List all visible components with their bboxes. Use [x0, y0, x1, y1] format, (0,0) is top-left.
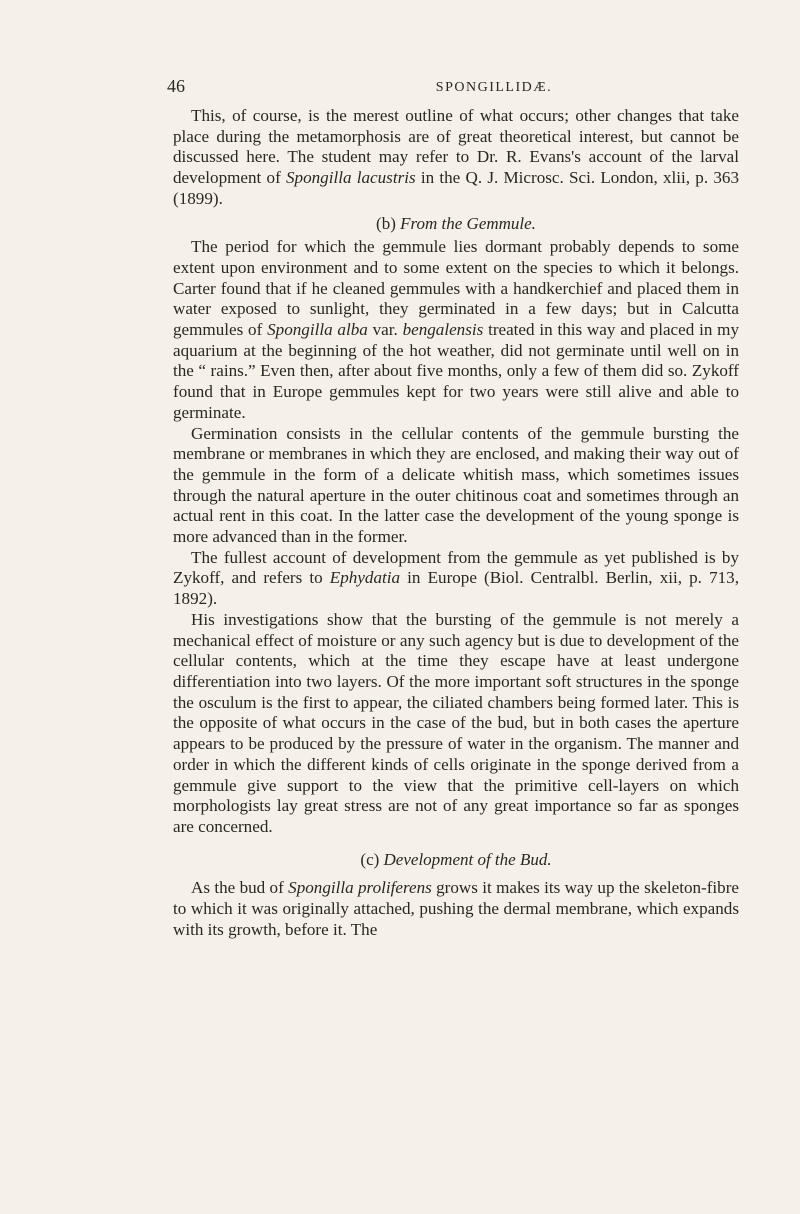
- paragraph-germination: Germination consists in the cellular contents of the gemmule bursting the membrane or membranes in which they are enclosed, and making their way out of the gemmule in the form of a delicate whitish mass, which sometimes issues through the natural aperture in the outer chitinous coat and sometimes through an actual rent in this coat. In the latter case the development of the young sponge is more advanced than in the former.: [173, 423, 739, 547]
- paragraph-bud-development: As the bud of Spongilla proliferens grows it makes its way up the skeleton-fibre to which it was originally attached, pushing the dermal membrane, which expands with its growth, before it. The: [173, 878, 739, 939]
- page-header: [167, 76, 739, 106]
- paragraph-dormancy: The period for which the gemmule lies dormant probably depends to some extent upon environment and to some extent on the species to which it belongs. Carter found that if he cleaned gemmules with a handkerchief and placed them in water exposed to sunlight, they germinated in a few days; but in Calcutta gemmules of Spongilla alba var. bengalensis treated in this way and placed in my aquarium at the beginning of the hot weather, did not germinate until well on in the “ rains.” Even then, after about five months, only a few of them did so. Zykoff found that in Europe gemmules kept for two years were still alive and able to germinate.: [173, 237, 739, 422]
- paragraph-investigations: His investigations show that the bursting of the gemmule is not merely a mechanical effect of moisture or any such agency but is due to development of the cellular contents, which at the time they escape have at least undergone differentiation into two layers. Of the more important soft structures in the sponge the osculum is the first to appear, the ciliated chambers being formed later. This is the opposite of what occurs in the case of the bud, but in both cases the aperture appears to be produced by the pressure of water in the organism. The manner and order in which the different kinds of cells originate in the sponge derived from a gemmule give support to the view that the primitive cell-layers on which morphologists lay great stress are not of any great importance so far as sponges are concerned.: [173, 609, 739, 836]
- section-heading-bud: [173, 850, 739, 871]
- section-heading-gemmule: [173, 214, 739, 235]
- paragraph-larval-outline: This, of course, is the merest outline of what occurs; other changes that take place during the metamorphosis are of great theoretical interest, but cannot be discussed here. The student may refer to Dr. R. Evans's account of the larval development of Spongilla lacustris in the Q. J. Microsc. Sci. London, xlii, p. 363 (1899).: [173, 106, 739, 208]
- section-title: Development of the Bud.: [383, 849, 552, 869]
- paragraph-zykoff-account: The fullest account of development from the gemmule as yet published is by Zykoff, and refers to Ephydatia in Europe (Biol. Centralbl. Berlin, xii, p. 713, 1892).: [173, 547, 739, 609]
- running-head: SPONGILLIDÆ.: [435, 80, 553, 95]
- book-page: [167, 76, 739, 940]
- section-title: From the Gemmule.: [400, 213, 536, 233]
- section-label: (c): [360, 849, 380, 869]
- section-label: (b): [376, 213, 396, 233]
- page-number: 46: [167, 76, 185, 96]
